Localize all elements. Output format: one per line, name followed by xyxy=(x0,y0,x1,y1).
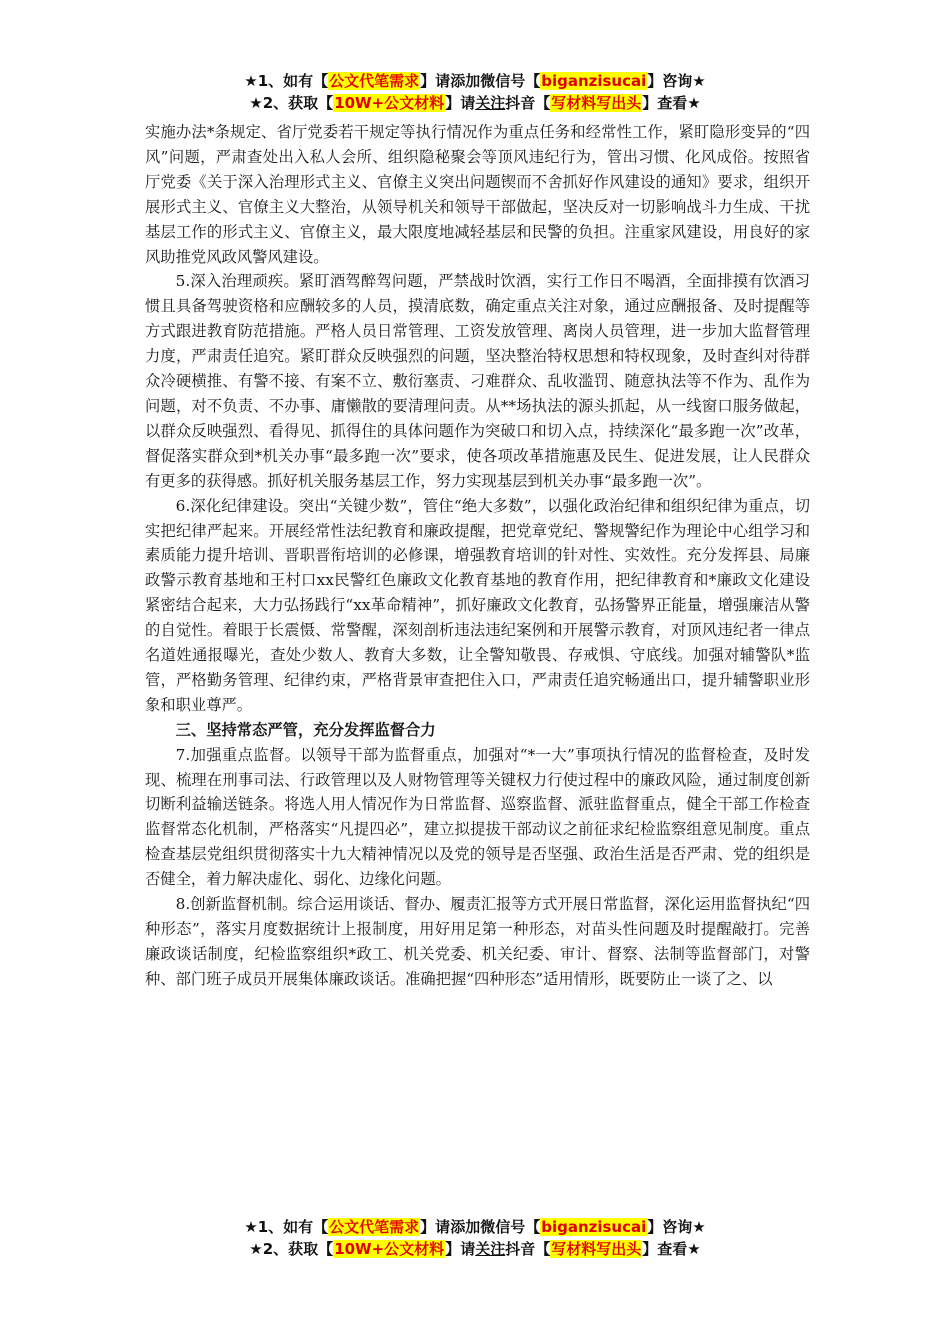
banner-line-1: ★1、如有【公文代笔需求】请添加微信号【biganzisucai】咨询★ xyxy=(244,72,706,90)
highlight-tag: 10W+公文材料 xyxy=(334,1240,445,1258)
paragraph: 实施办法*条规定、省厅党委若干规定等执行情况作为重点任务和经常性工作，紧盯隐形变异的“四风”问题，严肃查处出入私人会所、组织隐秘聚会等顶风违纪行为，管出习惯、化风成俗。按照省厅党委《关于深入治理形式主义、官僚主义突出问题锲而不舍抓好作风建设的通知》要求，组织开展形式主义、官僚主义大整治，从领导机关和领导干部做起，坚决反对一切影响战斗力生成、干扰基层工作的形式主义、官僚主义，最大限度地减轻基层和民警的负担。注重家风建设，用良好的家风助推党风政风警风建设。 xyxy=(145,123,810,266)
paragraph: 6.深化纪律建设。突出“关键少数”，管住“绝大多数”，以强化政治纪律和组织纪律为重点，切实把纪律严起来。开展经常性法纪教育和廉政提醒，把党章党纪、警规警纪作为理论中心组学习和素质能力提升培训、晋职晋衔培训的必修课，增强教育培训的针对性、实效性。充分发挥县、局廉政警示教育基地和王村口xx民警红色廉政文化教育基地的教育作用，把纪律教育和*廉政文化建设紧密结合起来，大力弘扬践行“xx革命精神”，抓好廉政文化教育，弘扬警界正能量，增强廉洁从警的自觉性。着眼于长震慑、常警醒，深刻剖析违法违纪案例和开展警示教育，对顶风违纪者一律点名道姓通报曝光，查处少数人、教育大多数，让全警知敬畏、存戒惧、守底线。加强对辅警队*监管，严格勤务管理、纪律约束，严格背景审查把住入口，严肃责任追究畅通出口，提升辅警职业形象和职业尊严。 xyxy=(145,496,810,714)
highlight-tag: 10W+公文材料 xyxy=(334,94,445,112)
paragraph: 5.深入治理顽疾。紧盯酒驾醉驾问题，严禁战时饮酒，实行工作日不喝酒，全面排摸有饮酒习惯且具备驾驶资格和应酬较多的人员，摸清底数，确定重点关注对象，通过应酬报备、及时提醒等方式跟进教育防范措施。严格人员日常管理、工资发放管理、离岗人员管理，进一步加大监督管理力度，严肃责任追究。紧盯群众反映强烈的问题，坚决整治特权思想和特权现象，及时查纠对待群众冷硬横推、有警不接、有案不立、敷衍塞责、刁难群众、乱收滥罚、随意执法等不作为、乱作为问题，对不负责、不办事、庸懒散的要清理问责。从**场执法的源头抓起，从一线窗口服务做起，以群众反映强烈、看得见、抓得住的具体问题作为突破口和切入点，持续深化“最多跑一次”改革，督促落实群众到*机关办事“最多跑一次”要求，使各项改革措施惠及民生、促进发展，让人民群众有更多的获得感。抓好机关服务基层工作，努力实现基层到机关办事“最多跑一次”。 xyxy=(145,272,810,490)
highlight-tag: 公文代笔需求 xyxy=(329,72,420,90)
paragraph: 7.加强重点监督。以领导干部为监督重点，加强对“*一大”事项执行情况的监督检查，及时发现、梳理在刑事司法、行政管理以及人财物管理等关键权力行使过程中的廉政风险，通过制度创新切断利益输送链条。将选人用人情况作为日常监督、巡察监督、派驻监督重点，健全干部工作检查监督常态化机制，严格落实“凡提四必”，建立拟提拔干部动议之前征求纪检监察组意见制度。重点检查基层党组织贯彻落实十九大精神情况以及党的领导是否坚强、政治生活是否严肃、党的组织是否健全，着力解决虚化、弱化、边缘化问题。 xyxy=(145,745,810,889)
douyin-account: 写材料写出头 xyxy=(551,94,642,112)
highlight-tag: 公文代笔需求 xyxy=(329,1218,420,1236)
banner-line-2: ★2、获取【10W+公文材料】请关注抖音【写材料写出头】查看★ xyxy=(249,1240,701,1258)
wechat-id: biganzisucai xyxy=(541,1218,647,1236)
document-body xyxy=(145,120,810,992)
douyin-account: 写材料写出头 xyxy=(551,1240,642,1258)
header-banner xyxy=(0,70,950,114)
wechat-id: biganzisucai xyxy=(541,72,647,90)
paragraph: 8.创新监督机制。综合运用谈话、督办、履责汇报等方式开展日常监督，深化运用监督执纪“四种形态”，落实月度数据统计上报制度，用好用足第一种形态，对苗头性问题及时提醒敲打。完善廉政谈话制度，纪检监察组织*政工、机关党委、机关纪委、审计、督察、法制等监督部门，对警种、部门班子成员开展集体廉政谈话。准确把握“四种形态”适用情形，既要防止一谈了之、以 xyxy=(145,895,810,988)
section-heading: 三、坚持常态严管，充分发挥监督合力 xyxy=(175,720,436,739)
footer-banner xyxy=(0,1216,950,1260)
banner-line-2: ★2、获取【10W+公文材料】请关注抖音【写材料写出头】查看★ xyxy=(249,94,701,112)
banner-line-1: ★1、如有【公文代笔需求】请添加微信号【biganzisucai】咨询★ xyxy=(244,1218,706,1236)
